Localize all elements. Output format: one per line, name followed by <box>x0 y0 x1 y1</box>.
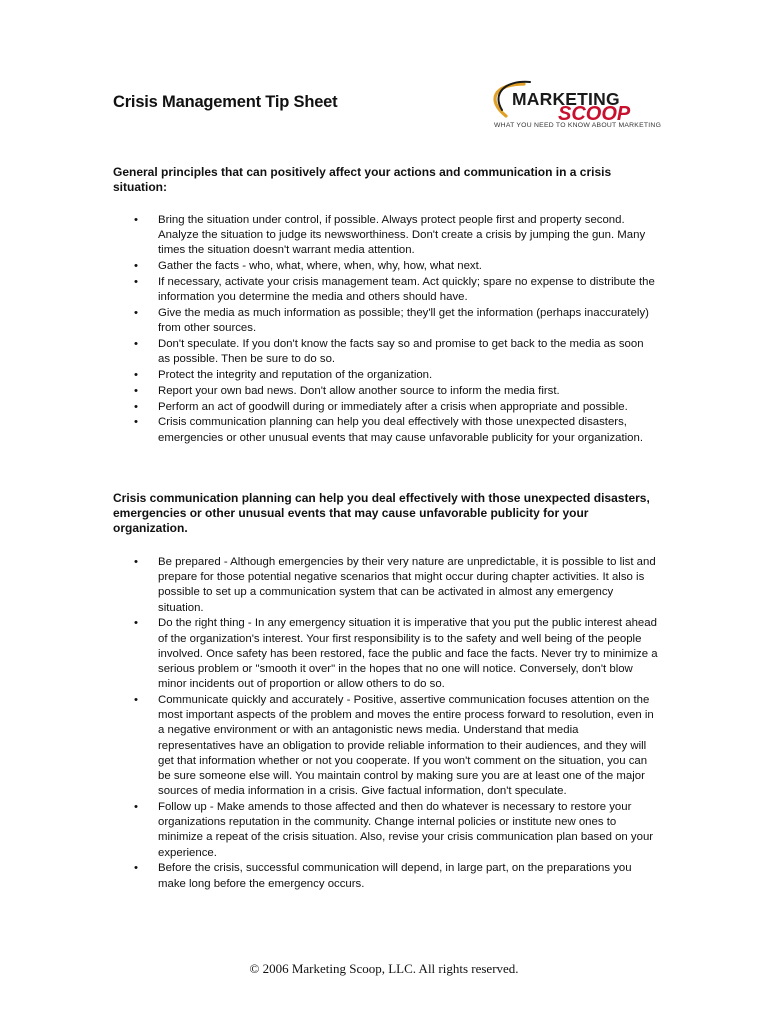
bullet-icon: • <box>134 369 138 381</box>
bullet-icon: • <box>134 801 138 814</box>
list-item <box>113 306 658 336</box>
section-2-list <box>113 555 658 892</box>
bullet-icon: • <box>134 214 138 226</box>
list-item-text: Report your own bad news. Don't allow another source to inform the media first. <box>158 384 560 397</box>
list-item-text: Crisis communication planning can help you deal effectively with those unexpected disasters, emergencies or other unusual events that may cause unfavorable publicity for your organization. <box>158 416 644 444</box>
list-item <box>113 800 658 861</box>
list-item <box>113 693 658 799</box>
bullet-icon: • <box>134 400 138 413</box>
list-item-text: Before the crisis, successful communication will depend, in large part, on the preparations you make long before the emergency occurs. <box>158 862 632 890</box>
list-item-text: Don't speculate. If you don't know the facts say so and promise to get back to the media as soon as possible. Then be sure to do so. <box>158 338 644 366</box>
section-1-list <box>113 213 658 446</box>
list-item <box>113 275 658 305</box>
bullet-icon: • <box>134 384 138 397</box>
list-item <box>113 337 658 367</box>
bullet-icon: • <box>134 307 138 319</box>
list-item-text: Give the media as much information as possible; they'll get the information (perhaps inaccurately) from other sources. <box>158 307 649 335</box>
list-item <box>113 213 658 259</box>
bullet-icon: • <box>134 260 138 273</box>
list-item-text: Do the right thing - In any emergency situation it is imperative that you put the public interest ahead of the organization's interest. Your first responsibility is to the safety and well being of the people involved. Once safety has been restored, face the public and face the facts. Never try to minimize a serious problem or "smooth it over" in the hopes that no one will notice. Conversely, don't blow minor incidents out of proportion or allow others to do so. <box>158 617 658 691</box>
list-item <box>113 415 658 445</box>
copyright-footer: © 2006 Marketing Scoop, LLC. All rights reserved. <box>249 961 519 976</box>
bullet-icon: • <box>134 556 138 568</box>
section-1-heading: General principles that can positively affect your actions and communication in a crisis situation: <box>113 165 612 194</box>
logo-wordmark-marketing: MARKETING <box>512 89 620 109</box>
list-item-text: If necessary, activate your crisis management team. Act quickly; spare no expense to distribute the information you determine the media and others should have. <box>158 276 655 304</box>
bullet-icon: • <box>134 416 138 429</box>
bullet-icon: • <box>134 276 138 288</box>
bullet-icon: • <box>134 338 138 350</box>
logo-tagline: WHAT YOU NEED TO KNOW ABOUT MARKETING <box>494 122 662 129</box>
list-item-text: Bring the situation under control, if possible. Always protect people first and property second. Analyze the situation to judge its newsworthiness. Don't create a crisis by jumping the gun. Many times the situation doesn't warrant media attention. <box>158 214 646 257</box>
list-item-text: Perform an act of goodwill during or immediately after a crisis when appropriate and possible. <box>158 400 628 413</box>
bullet-icon: • <box>134 694 138 707</box>
list-item-text: Communicate quickly and accurately - Positive, assertive communication focuses attention on the most important aspects of the problem and moves the entire process forward to resolution, even in a negative environment or with an antagonistic news media. Understand that media representatives have an obligation to provide reliable information to their audiences, and they will get that information whether or not you cooperate. If you won't comment on the situation, you can be sure someone else will. You maintain control by making sure you are at least one of the major sources of media information in a crisis. Give factual information, don't speculate. <box>158 694 654 798</box>
page-title: Crisis Management Tip Sheet <box>113 93 338 111</box>
bullet-icon: • <box>134 617 138 630</box>
list-item-text: Protect the integrity and reputation of the organization. <box>158 369 433 381</box>
list-item <box>113 259 658 274</box>
logo-wordmark-scoop: SCOOP <box>558 103 631 125</box>
bullet-icon: • <box>134 862 138 875</box>
list-item <box>113 384 658 399</box>
list-item-text: Gather the facts - who, what, where, when, why, how, what next. <box>158 260 482 273</box>
list-item <box>113 555 658 616</box>
section-2-heading: Crisis communication planning can help you deal effectively with those unexpected disasters, emergencies or other unusual events that may cause unfavorable publicity for your organization. <box>113 491 650 535</box>
list-item-text: Follow up - Make amends to those affected and then do whatever is necessary to restore your organizations reputation in the community. Change internal policies or institute new ones to minimize a repeat of the crisis situation. Also, revise your crisis communication plan based on your experience. <box>158 801 654 859</box>
marketing-scoop-logo <box>484 80 674 132</box>
list-item <box>113 616 658 692</box>
list-item <box>113 368 658 383</box>
list-item <box>113 400 658 415</box>
list-item-text: Be prepared - Although emergencies by their very nature are unpredictable, it is possible to list and prepare for those potential negative scenarios that might occur during chapter activities. It also is possible to set up a communication system that can be activated in almost any emergency situation. <box>158 556 656 614</box>
list-item <box>113 861 658 891</box>
